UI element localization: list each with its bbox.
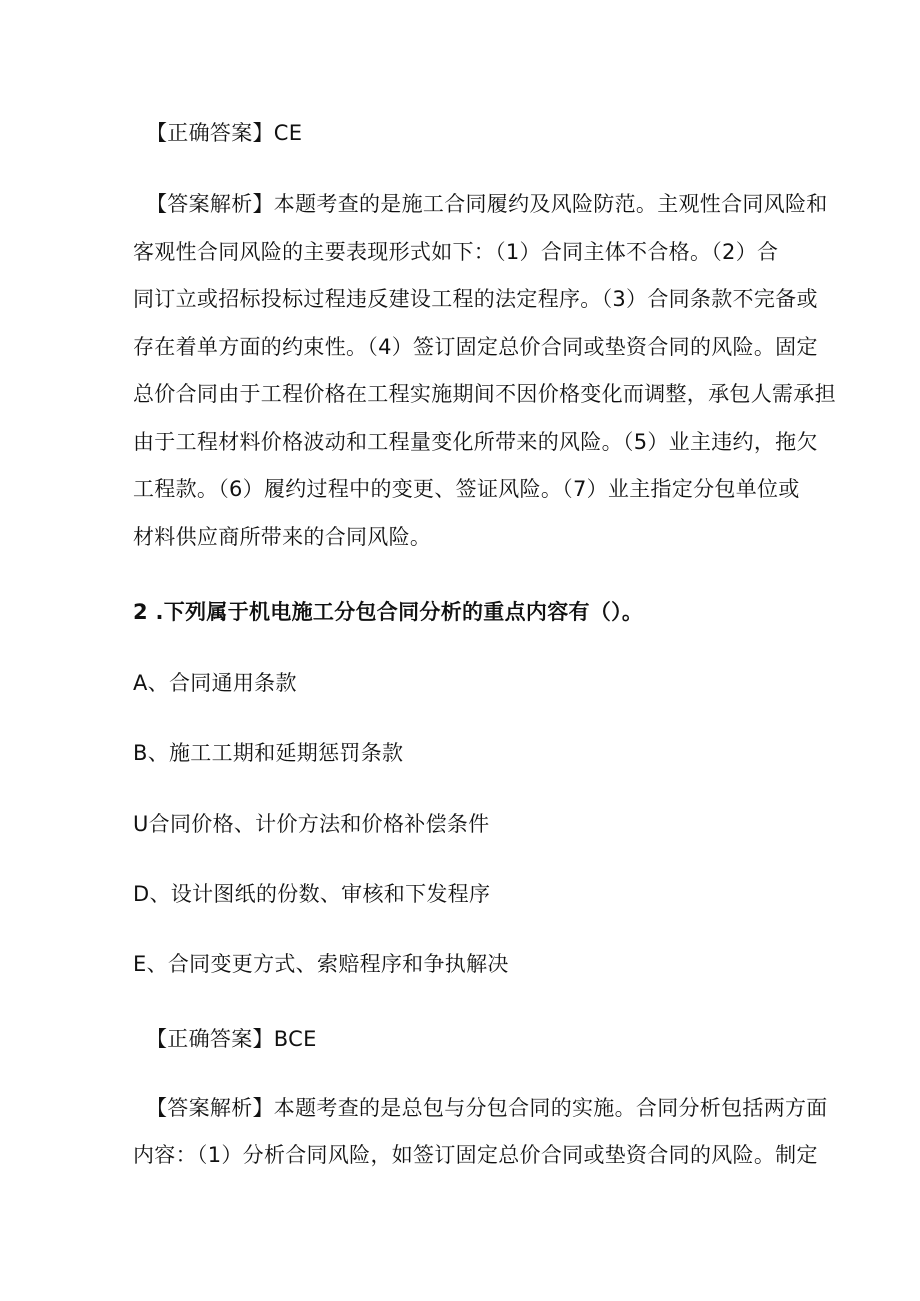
q2-analysis-line: 内容：（1）分析合同风险，如签订固定总价合同或垫资合同的风险。制定 <box>133 1143 818 1167</box>
q1-correct-answer: 【正确答案】CE <box>146 121 303 145</box>
q2-correct-answer: 【正确答案】BCE <box>146 1027 317 1051</box>
q1-analysis-line: 存在着单方面的约束性。（4）签订固定总价合同或垫资合同的风险。固定 <box>133 335 818 359</box>
q2-option-d: D、设计图纸的份数、审核和下发程序 <box>133 882 491 906</box>
q2-option-a: A、合同通用条款 <box>133 671 297 695</box>
q2-analysis-line: 【答案解析】本题考查的是总包与分包合同的实施。合同分析包括两方面 <box>146 1096 828 1120</box>
q1-analysis-line: 工程款。（6）履约过程中的变更、签证风险。（7）业主指定分包单位或 <box>133 477 800 501</box>
q1-analysis-line: 同订立或招标投标过程违反建设工程的法定程序。（3）合同条款不完备或 <box>133 287 818 311</box>
q1-analysis-line: 总价合同由于工程价格在工程实施期间不因价格变化而调整，承包人需承担 <box>133 382 836 406</box>
q1-analysis-line: 材料供应商所带来的合同风险。 <box>133 525 432 549</box>
q2-option-c: U合同价格、计价方法和价格补偿条件 <box>133 812 490 836</box>
q1-analysis-line: 由于工程材料价格波动和工程量变化所带来的风险。（5）业主违约，拖欠 <box>133 430 818 454</box>
q2-option-b: B、施工工期和延期惩罚条款 <box>133 741 404 765</box>
q2-question-title: 2 .下列属于机电施工分包合同分析的重点内容有（）。 <box>133 600 644 624</box>
q1-analysis-line: 【答案解析】本题考查的是施工合同履约及风险防范。主观性合同风险和 <box>146 192 828 216</box>
q2-option-e: E、合同变更方式、索赔程序和争执解决 <box>133 952 509 976</box>
q1-analysis-line: 客观性合同风险的主要表现形式如下：（1）合同主体不合格。（2）合 <box>133 240 779 264</box>
